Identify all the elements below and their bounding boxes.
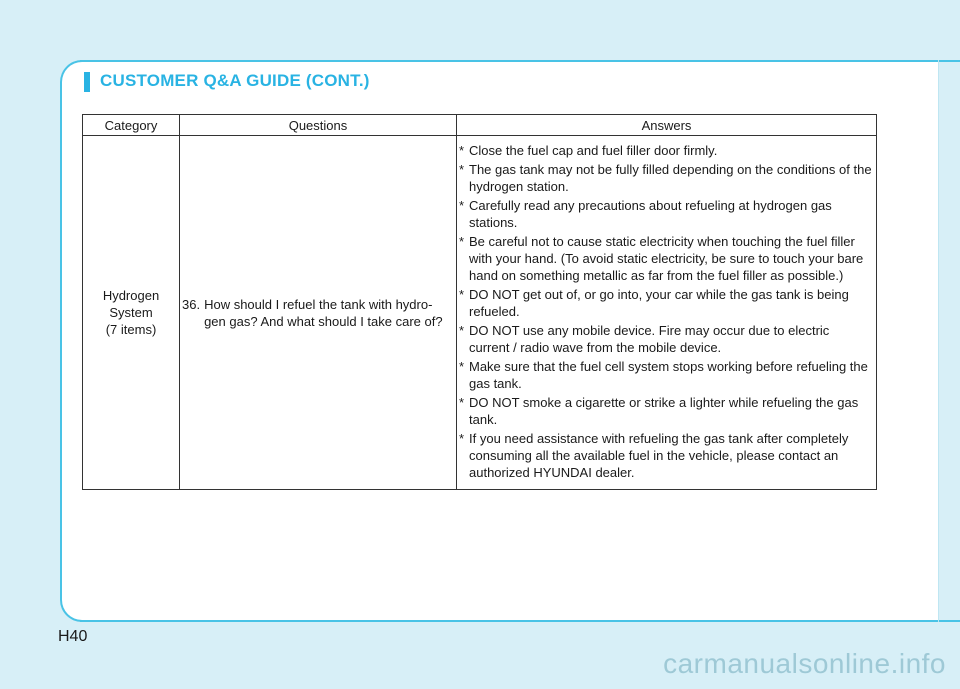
frame-corner-top — [60, 60, 84, 84]
bullet-star: * — [459, 234, 465, 249]
column-header-category: Category — [83, 115, 180, 136]
question-item — [182, 296, 454, 330]
category-line: System — [109, 305, 153, 320]
watermark: carmanualsonline.info — [663, 648, 946, 679]
column-header-answers: Answers — [457, 115, 877, 136]
frame-bottom-rule — [80, 620, 960, 622]
question-cell — [180, 136, 457, 490]
column-header-questions: Questions — [180, 115, 457, 136]
answer-text: Carefully read any precautions about refueling at hydrogen gas stations. — [469, 198, 832, 230]
answer-item — [459, 286, 872, 320]
answer-cell — [457, 136, 877, 490]
page-title: CUSTOMER Q&A GUIDE (CONT.) — [100, 71, 370, 90]
answer-text: The gas tank may not be fully filled depending on the conditions of the hydrogen station. — [469, 162, 872, 194]
bullet-star: * — [459, 323, 465, 338]
frame-corner-bottom — [60, 598, 84, 622]
bullet-star: * — [459, 162, 465, 177]
question-number: 36. — [182, 296, 201, 312]
category-line: (7 items) — [105, 322, 157, 337]
category-line: Hydrogen — [102, 288, 160, 303]
answer-text: DO NOT get out of, or go into, your car while the gas tank is being refueled. — [469, 287, 849, 319]
answer-text: Close the fuel cap and fuel filler door firmly. — [469, 143, 718, 158]
answer-item — [459, 430, 872, 481]
answer-text: Make sure that the fuel cell system stops working before refueling the gas tank. — [469, 359, 868, 391]
qa-table — [82, 114, 877, 490]
title-accent-bar — [84, 72, 90, 92]
question-text: How should I refuel the tank with hydro-gen gas? And what should I take care of? — [204, 296, 443, 329]
bullet-star: * — [459, 431, 465, 446]
frame-left-rule — [60, 82, 62, 600]
frame-right-rule — [938, 60, 939, 622]
answer-text: DO NOT smoke a cigarette or strike a lighter while refueling the gas tank. — [469, 395, 859, 427]
bullet-star: * — [459, 198, 465, 213]
page-number: H40 — [58, 628, 88, 645]
answer-item — [459, 142, 872, 159]
bullet-star: * — [459, 287, 465, 302]
answer-item — [459, 233, 872, 284]
answer-item — [459, 197, 872, 231]
answer-item — [459, 358, 872, 392]
frame-top-rule — [80, 60, 960, 62]
table-header-row — [83, 115, 877, 136]
category-cell — [83, 136, 180, 490]
bullet-star: * — [459, 359, 465, 374]
answer-item — [459, 394, 872, 428]
answer-text: DO NOT use any mobile device. Fire may occur due to electric current / radio wave from the mobile device. — [469, 323, 830, 355]
answer-text: Be careful not to cause static electricity when touching the fuel filler with your hand. (To avoid static electricity, be sure to touch your bare hand on something metallic as far from the fuel filler as possible.) — [469, 234, 864, 283]
bullet-star: * — [459, 395, 465, 410]
answer-item — [459, 322, 872, 356]
answer-text: If you need assistance with refueling the gas tank after completely consuming all the available fuel in the vehicle, please contact an authorized HYUNDAI dealer. — [469, 431, 849, 480]
table-row — [83, 136, 877, 490]
bullet-star: * — [459, 143, 465, 158]
answer-item — [459, 161, 872, 195]
